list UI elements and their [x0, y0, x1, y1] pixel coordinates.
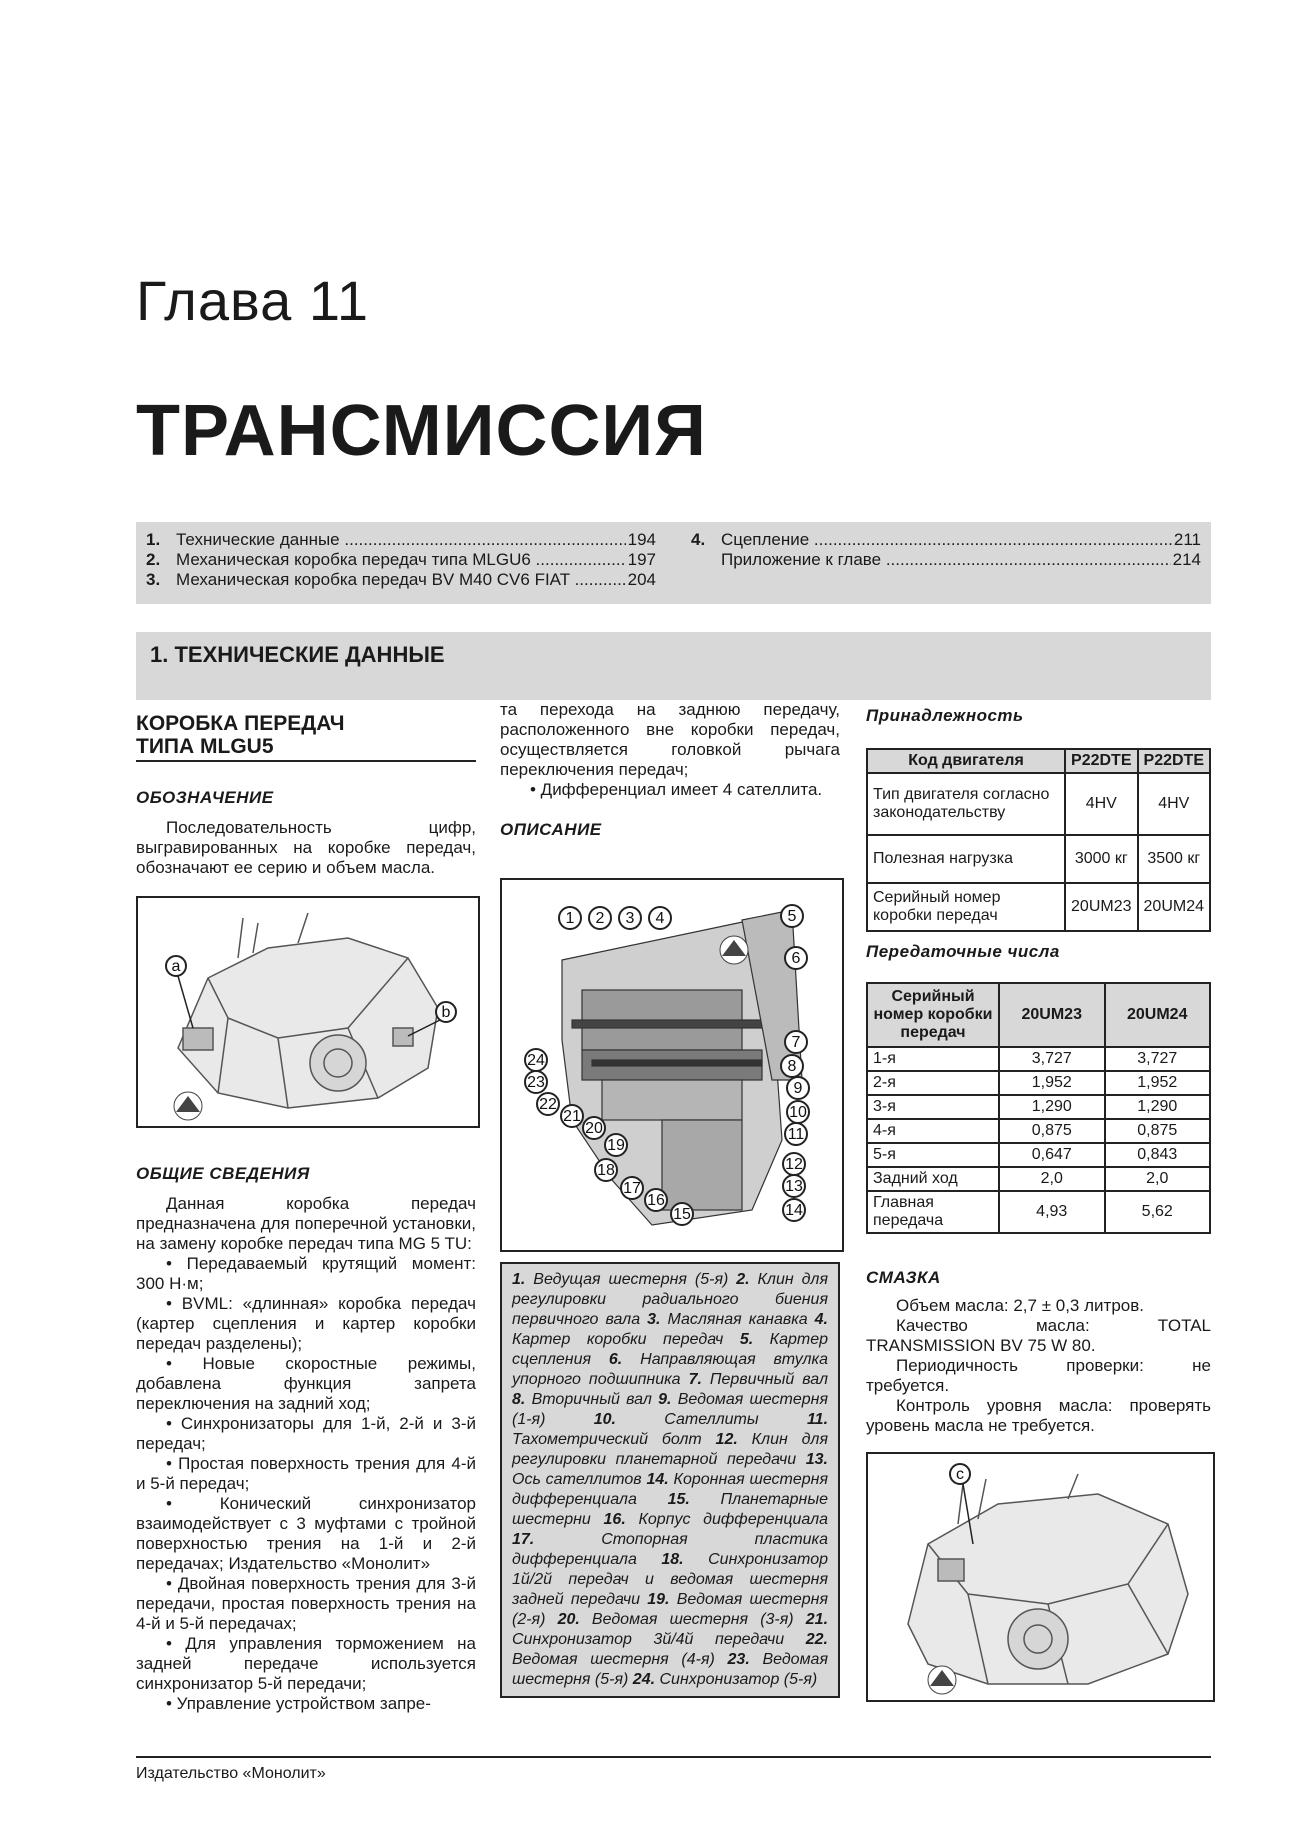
table-cell: Главная передача: [867, 1191, 999, 1233]
table-cell: 2,0: [999, 1167, 1105, 1191]
table-header-cell: 20UM23: [999, 983, 1105, 1047]
legend-number: 23.: [727, 1651, 750, 1668]
toc-item[interactable]: 2. Механическая коробка передач типа MLGU6 ..... 197: [146, 550, 656, 570]
table-cell: 0,875: [999, 1119, 1105, 1143]
legend-number: 11.: [806, 1411, 829, 1428]
table-cell: Серийный номер коробки передач: [867, 883, 1065, 931]
table-cell: 1,290: [999, 1095, 1105, 1119]
legend-text: Картер коробки передач: [512, 1331, 740, 1348]
table-cell: 3000 кг: [1065, 835, 1137, 883]
table-cell: 3500 кг: [1138, 835, 1210, 883]
legend-number: 14.: [646, 1471, 669, 1488]
legend-number: 9.: [658, 1391, 672, 1408]
figure-label-a: a: [171, 958, 181, 975]
table-row: [867, 835, 1210, 883]
publisher-logo-icon: [720, 936, 748, 964]
legend-text: Ведомая шестерня (3-я): [579, 1611, 806, 1628]
publisher-logo-icon: [174, 1092, 202, 1120]
table-cell: 1,952: [1105, 1071, 1211, 1095]
ownership-subheading: Принадлежность: [866, 706, 1024, 725]
legend-number: 15.: [667, 1491, 690, 1508]
general-bullet: • Для управления торможением на задней передаче используется синхронизатор 5-й передачи;: [136, 1634, 476, 1693]
legend-text: Клин для регулировки планетарной передачи: [512, 1431, 828, 1468]
footer-rule: [136, 1756, 1211, 1758]
table-cell: 0,875: [1105, 1119, 1211, 1143]
table-header-cell: P22DTE: [1138, 749, 1210, 773]
table-cell: Тип двигателя согласно законодательству: [867, 773, 1065, 835]
table-header-cell: P22DTE: [1065, 749, 1137, 773]
lube-text: Контроль уровня масла: проверять уровень масла не требуется.: [866, 1396, 1211, 1435]
toc-item[interactable]: Приложение к главе ..... 214: [691, 550, 1201, 570]
table-cell: 5,62: [1105, 1191, 1211, 1233]
lube-text: Качество масла: TOTAL TRANSMISSION BV 75 W 80.: [866, 1316, 1211, 1355]
toc-item[interactable]: 3. Механическая коробка передач BV M40 CV6 FIAT ..... 204: [146, 570, 656, 590]
table-cell: 5-я: [867, 1143, 999, 1167]
lube-text: Объем масла: 2,7 ± 0,3 литров.: [896, 1296, 1144, 1315]
designation-text: Последовательность цифр, выгравированных на коробке передач, обозначают ее серию и объем масла.: [136, 818, 476, 877]
general-bullet: • Конический синхронизатор взаимодействует с 3 муфтами с тройной поверхностью трения на 1-й и 2-й передачах; Издательство «Монолит»: [136, 1494, 476, 1573]
general-bullet: • Двойная поверхность трения для 3-й передачи, простая поверхность трения на 4-й и 5-й передачах;: [136, 1574, 476, 1633]
table-row: [867, 1095, 1210, 1119]
callout-number: 12: [785, 1156, 803, 1173]
general-bullet: • Передаваемый крутящий момент: 300 Н·м;: [136, 1254, 476, 1293]
general-bullet: • Простая поверхность трения для 4-й и 5-й передач;: [136, 1454, 476, 1493]
callout-number: 4: [655, 910, 665, 927]
gearbox-photo-2: [866, 1452, 1215, 1702]
designation-block: [136, 788, 476, 878]
chapter-title: ТРАНСМИССИЯ: [136, 391, 707, 471]
legend-number: 7.: [688, 1371, 702, 1388]
callout-number: 22: [539, 1096, 557, 1113]
callout-number: 2: [595, 910, 605, 927]
table-row: [867, 1143, 1210, 1167]
callout-number: 20: [585, 1120, 603, 1137]
gearbox-cutaway-diagram: [500, 878, 844, 1252]
table-header-cell: 20UM24: [1105, 983, 1211, 1047]
lubrication-subheading: СМАЗКА: [866, 1268, 941, 1287]
table-header-row: [867, 983, 1210, 1047]
callout-number: 1: [565, 910, 575, 927]
table-cell: 4-я: [867, 1119, 999, 1143]
toc-item[interactable]: 4. Сцепление ..... 211: [691, 530, 1201, 550]
legend-number: 18.: [661, 1551, 684, 1568]
table-header-row: [867, 749, 1210, 773]
differential-bullet: • Дифференциал имеет 4 сателлита.: [530, 780, 823, 799]
footer-publisher: Издательство «Монолит»: [136, 1765, 326, 1782]
heading-rule: [136, 760, 476, 762]
table-row: [867, 1119, 1210, 1143]
table-cell: 20UM23: [1065, 883, 1137, 931]
callout-number: 21: [563, 1108, 581, 1125]
legend-text: Направляющая втулка упорного подшипника: [512, 1351, 828, 1388]
legend-number: 21.: [805, 1611, 829, 1628]
continuation-text: та перехода на заднюю передачу, расположенного вне коробки передач, осуществляется головкой рычага переключения передач;: [500, 700, 840, 779]
section-header: [136, 632, 1211, 700]
callout-number: 15: [673, 1206, 691, 1223]
lubrication-block: [866, 1268, 1211, 1436]
legend-text: Картер сцепления: [512, 1331, 828, 1368]
callout-number: 7: [791, 1034, 801, 1051]
callout-number: 13: [785, 1178, 803, 1195]
ownership-table: [866, 748, 1211, 932]
table-cell: 2-я: [867, 1071, 999, 1095]
legend-number: 8.: [512, 1391, 526, 1408]
toc-item[interactable]: 1. Технические данные ..... 194: [146, 530, 656, 550]
table-cell: Полезная нагрузка: [867, 835, 1065, 883]
legend-text: Первичный вал: [701, 1371, 828, 1388]
column-right: [866, 706, 1211, 726]
legend-text: Корпус дифференциала: [625, 1511, 828, 1528]
callout-number: 10: [789, 1104, 807, 1121]
gearbox-photo-1: [136, 896, 480, 1128]
legend-number: 6.: [608, 1351, 623, 1368]
ratios-heading-block: [866, 942, 1211, 962]
general-bullet: • Синхронизаторы для 1-й, 2-й и 3-й передач;: [136, 1414, 476, 1453]
callout-number: 16: [647, 1192, 665, 1209]
description-subheading: ОПИСАНИЕ: [500, 820, 602, 839]
ratios-table: [866, 982, 1211, 1234]
table-row: [867, 1071, 1210, 1095]
callout-number: 3: [625, 910, 635, 927]
table-row: [867, 1167, 1210, 1191]
callout-number: 5: [787, 908, 797, 925]
legend-number: 3.: [647, 1311, 661, 1328]
legend-text: Ведомая шестерня (4-я): [512, 1651, 728, 1668]
callout-number: 17: [623, 1180, 641, 1197]
callout-number: 11: [787, 1126, 805, 1143]
table-cell: 3,727: [999, 1047, 1105, 1071]
callout-number: 24: [527, 1052, 545, 1069]
general-bullet: • Новые скоростные режимы, добавлена функция запрета переключения на задний ход;: [136, 1354, 476, 1413]
legend-text: Сателлиты: [615, 1411, 807, 1428]
table-cell: 2,0: [1105, 1167, 1211, 1191]
legend-number: 24.: [632, 1671, 656, 1688]
publisher-logo-icon: [928, 1666, 956, 1694]
legend-number: 16.: [603, 1511, 626, 1528]
table-cell: 1-я: [867, 1047, 999, 1071]
legend-number: 19.: [647, 1591, 670, 1608]
legend-text: Ведомая шестерня (2-я): [512, 1591, 828, 1628]
legend-text: Тахометрический болт: [512, 1431, 716, 1448]
gearbox-heading-line1: КОРОБКА ПЕРЕДАЧ: [136, 712, 345, 735]
lube-text: Периодичность проверки: не требуется.: [866, 1356, 1211, 1395]
column-left: [136, 712, 476, 758]
callout-number: 23: [527, 1074, 545, 1091]
figure-label-b: b: [441, 1004, 451, 1021]
gearbox-heading-line2: ТИПА MLGU5: [136, 735, 274, 758]
callout-number: 9: [793, 1080, 803, 1097]
section-title: 1. ТЕХНИЧЕСКИЕ ДАННЫЕ: [150, 642, 445, 667]
legend-text: Синхронизатор (5-я): [655, 1671, 818, 1688]
callout-number: 19: [607, 1137, 625, 1154]
general-subheading: ОБЩИЕ СВЕДЕНИЯ: [136, 1164, 310, 1183]
table-row: [867, 773, 1210, 835]
legend-text: Вторичный вал: [525, 1391, 659, 1408]
legend-number: 12.: [715, 1431, 738, 1448]
table-cell: 4HV: [1065, 773, 1137, 835]
table-cell: 4,93: [999, 1191, 1105, 1233]
legend-text: Ось сателлитов: [512, 1471, 647, 1488]
callout-number: 18: [597, 1162, 615, 1179]
designation-subheading: ОБОЗНАЧЕНИЕ: [136, 788, 274, 807]
legend-number: 10.: [593, 1411, 616, 1428]
legend-text: Коронная шестерня дифференциала: [512, 1471, 829, 1508]
table-of-contents: [136, 522, 1211, 604]
table-cell: 1,290: [1105, 1095, 1211, 1119]
legend-text: Ведомая шестерня (1-я): [512, 1391, 828, 1428]
table-row: [867, 1047, 1210, 1071]
table-cell: Задний ход: [867, 1167, 999, 1191]
legend-number: 13.: [805, 1451, 828, 1468]
table-row: [867, 1191, 1210, 1233]
ratios-subheading: Передаточные числа: [866, 942, 1060, 961]
legend-number: 17.: [512, 1531, 535, 1548]
legend-number: 22.: [805, 1631, 828, 1648]
callout-number: 6: [791, 950, 801, 967]
legend-text: Синхронизатор 1й/2й передач и ведомая шестерня задней передачи: [512, 1551, 828, 1608]
legend-text: Стопорная пластика дифференциала: [512, 1531, 828, 1568]
table-cell: 3,727: [1105, 1047, 1211, 1071]
legend-number: 20.: [557, 1611, 580, 1628]
table-header-cell: Код двигателя: [867, 749, 1065, 773]
table-header-cell: Серийный номер коробки передач: [867, 983, 999, 1047]
legend-text: Клин для регулировки радиального биения первичного вала: [512, 1271, 828, 1328]
general-bullet: • BVML: «длинная» коробка передач (картер сцепления и картер коробки передач разделены);: [136, 1294, 476, 1353]
diagram-legend: [500, 1262, 840, 1698]
legend-text: Ведомая шестерня (5-я): [512, 1651, 828, 1688]
table-row: [867, 883, 1210, 931]
table-cell: 20UM24: [1138, 883, 1210, 931]
column-middle: [500, 700, 840, 840]
figure-label-c: c: [956, 1466, 964, 1483]
table-cell: 0,843: [1105, 1143, 1211, 1167]
callout-number: 8: [787, 1058, 797, 1075]
legend-text: Масляная канавка: [660, 1311, 815, 1328]
table-cell: 1,952: [999, 1071, 1105, 1095]
legend-text: Планетарные шестерни: [512, 1491, 828, 1528]
chapter-number: Глава 11: [136, 269, 369, 332]
legend-text: Ведущая шестерня (5-я): [525, 1271, 737, 1288]
general-intro: Данная коробка передач предназначена для поперечной установки, на замену коробке передач типа MG 5 TU:: [136, 1194, 476, 1253]
general-block: [136, 1164, 476, 1714]
legend-number: 2.: [736, 1271, 750, 1288]
table-cell: 4HV: [1138, 773, 1210, 835]
legend-number: 1.: [512, 1271, 526, 1288]
legend-text: Синхронизатор 3й/4й передачи: [512, 1631, 806, 1648]
table-cell: 3-я: [867, 1095, 999, 1119]
table-cell: 0,647: [999, 1143, 1105, 1167]
legend-number: 5.: [739, 1331, 754, 1348]
general-bullet: • Управление устройством запре-: [166, 1694, 431, 1713]
legend-number: 4.: [814, 1311, 828, 1328]
callout-number: 14: [785, 1202, 803, 1219]
